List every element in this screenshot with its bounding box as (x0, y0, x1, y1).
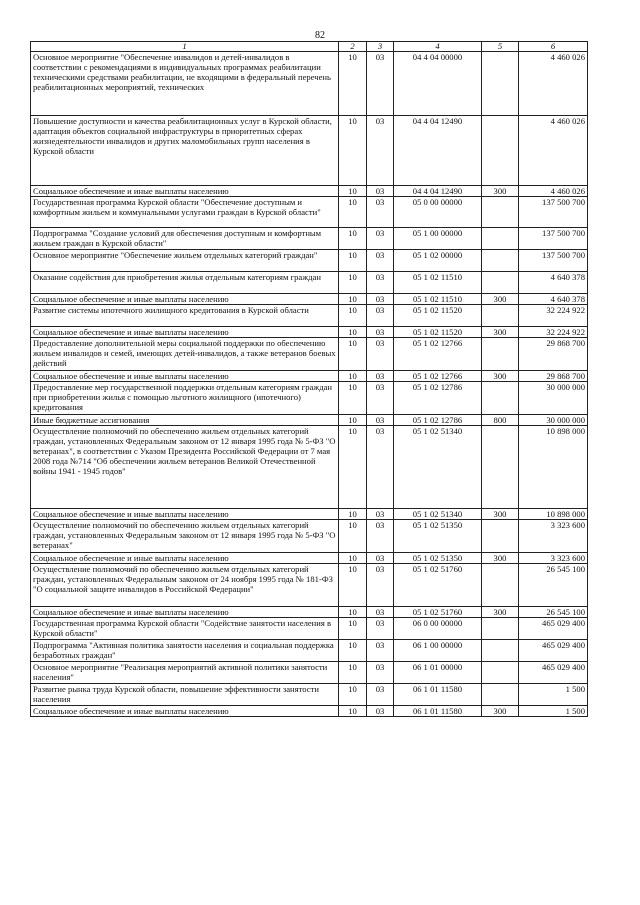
row-amount: 10 898 000 (519, 426, 588, 509)
row-target-code: 04 4 04 00000 (394, 52, 482, 116)
row-name: Осуществление полномочий по обеспечению жильем отдельных категорий граждан, установленных Федеральным законом от 12 января 1995 года № 5-ФЗ "О ветеранах", в соответствии с Указом Президента Российской Федерации от 7 мая 2008 года №714 "Об обеспечении жильем ветеранов Великой Отечественной войны 1941 - 1945 годов" (31, 426, 339, 509)
row-name: Государственная программа Курской области "Обеспечение доступным и комфортным жильем и коммунальными услугами граждан в Курской области" (31, 197, 339, 228)
row-amount: 1 500 (519, 706, 588, 717)
table-row (31, 426, 588, 509)
row-amount: 137 500 700 (519, 250, 588, 272)
header-col-2: 2 (339, 42, 367, 52)
row-expense-type: 300 (482, 186, 519, 197)
row-section: 10 (339, 116, 367, 186)
row-name: Развитие рынка труда Курской области, повышение эффективности занятости населения (31, 684, 339, 706)
budget-table (30, 41, 588, 717)
row-expense-type (482, 272, 519, 294)
header-col-5: 5 (482, 42, 519, 52)
row-target-code: 04 4 04 12490 (394, 186, 482, 197)
row-subsection: 03 (367, 250, 394, 272)
row-subsection: 03 (367, 564, 394, 607)
row-section: 10 (339, 250, 367, 272)
row-section: 10 (339, 52, 367, 116)
row-expense-type (482, 426, 519, 509)
row-name: Социальное обеспечение и иные выплаты населению (31, 371, 339, 382)
table-row (31, 250, 588, 272)
row-name: Предоставление мер государственной поддержки отдельным категориям граждан при приобретении жилья с помощью льготного жилищного (ипотечного) кредитования (31, 382, 339, 415)
row-subsection: 03 (367, 618, 394, 640)
table-row (31, 564, 588, 607)
row-name: Основное мероприятие "Обеспечение инвалидов и детей-инвалидов в соответствии с рекомендациями в индивидуальных программах реабилитации техническими средствами реабилитации, не входящими в федеральный перечень реабилитационных мероприятий, технических (31, 52, 339, 116)
table-row (31, 509, 588, 520)
table-row (31, 520, 588, 553)
row-amount: 4 460 026 (519, 116, 588, 186)
row-subsection: 03 (367, 553, 394, 564)
row-name: Основное мероприятие "Обеспечение жильем отдельных категорий граждан" (31, 250, 339, 272)
row-target-code: 06 1 01 11580 (394, 706, 482, 717)
row-subsection: 03 (367, 607, 394, 618)
row-section: 10 (339, 272, 367, 294)
row-name: Социальное обеспечение и иные выплаты населению (31, 509, 339, 520)
row-amount: 4 460 026 (519, 186, 588, 197)
row-expense-type (482, 52, 519, 116)
row-section: 10 (339, 294, 367, 305)
row-section: 10 (339, 553, 367, 564)
row-expense-type: 300 (482, 294, 519, 305)
row-name: Подпрограмма "Активная политика занятости населения и социальная поддержка безработных граждан" (31, 640, 339, 662)
row-name: Осуществление полномочий по обеспечению жильем отдельных категорий граждан, установленных Федеральным законом от 12 января 1995 года № 5-ФЗ "О ветеранах" (31, 520, 339, 553)
row-section: 10 (339, 197, 367, 228)
row-expense-type (482, 662, 519, 684)
row-name: Социальное обеспечение и иные выплаты населению (31, 186, 339, 197)
row-amount: 137 500 700 (519, 228, 588, 250)
row-expense-type: 300 (482, 327, 519, 338)
row-name: Осуществление полномочий по обеспечению жильем отдельных категорий граждан, установленных Федеральным законом от 24 ноября 1995 года № 181-ФЗ "О социальной защите инвалидов в Российской Федерации" (31, 564, 339, 607)
row-name: Иные бюджетные ассигнования (31, 415, 339, 426)
row-amount: 30 000 000 (519, 415, 588, 426)
row-amount: 29 868 700 (519, 338, 588, 371)
row-expense-type (482, 338, 519, 371)
row-target-code: 05 1 00 00000 (394, 228, 482, 250)
row-expense-type (482, 228, 519, 250)
row-amount: 4 640 378 (519, 272, 588, 294)
row-section: 10 (339, 371, 367, 382)
row-amount: 465 029 400 (519, 618, 588, 640)
row-target-code: 05 1 02 12766 (394, 338, 482, 371)
row-expense-type: 800 (482, 415, 519, 426)
row-subsection: 03 (367, 640, 394, 662)
row-section: 10 (339, 338, 367, 371)
table-row (31, 197, 588, 228)
row-name: Оказание содействия для приобретения жилья отдельным категориям граждан (31, 272, 339, 294)
table-row (31, 52, 588, 116)
row-amount: 4 640 378 (519, 294, 588, 305)
row-name: Основное мероприятие "Реализация мероприятий активной политики занятости населения" (31, 662, 339, 684)
row-subsection: 03 (367, 338, 394, 371)
row-target-code: 05 1 02 12786 (394, 382, 482, 415)
header-col-6: 6 (519, 42, 588, 52)
row-target-code: 05 1 02 51760 (394, 607, 482, 618)
row-expense-type (482, 382, 519, 415)
header-col-4: 4 (394, 42, 482, 52)
row-section: 10 (339, 618, 367, 640)
row-target-code: 06 0 00 00000 (394, 618, 482, 640)
row-target-code: 05 1 02 12766 (394, 371, 482, 382)
row-subsection: 03 (367, 371, 394, 382)
row-expense-type (482, 305, 519, 327)
row-section: 10 (339, 415, 367, 426)
row-section: 10 (339, 382, 367, 415)
row-target-code: 05 1 02 00000 (394, 250, 482, 272)
row-expense-type: 300 (482, 607, 519, 618)
row-subsection: 03 (367, 186, 394, 197)
row-name: Государственная программа Курской области "Содействие занятости населения в Курской области" (31, 618, 339, 640)
row-expense-type (482, 250, 519, 272)
table-row (31, 415, 588, 426)
row-subsection: 03 (367, 228, 394, 250)
row-name: Социальное обеспечение и иные выплаты населению (31, 294, 339, 305)
row-target-code: 05 0 00 00000 (394, 197, 482, 228)
row-expense-type (482, 618, 519, 640)
row-section: 10 (339, 564, 367, 607)
row-subsection: 03 (367, 662, 394, 684)
table-row (31, 228, 588, 250)
row-subsection: 03 (367, 272, 394, 294)
row-target-code: 06 1 01 11580 (394, 684, 482, 706)
row-target-code: 05 1 02 51350 (394, 553, 482, 564)
row-name: Социальное обеспечение и иные выплаты населению (31, 553, 339, 564)
row-target-code: 04 4 04 12490 (394, 116, 482, 186)
table-row (31, 338, 588, 371)
row-name: Повышение доступности и качества реабилитационных услуг в Курской области, адаптация объектов социальной инфраструктуры в приоритетных сферах жизнедеятельности инвалидов и других маломобильных групп населения в Курской области (31, 116, 339, 186)
row-section: 10 (339, 327, 367, 338)
row-amount: 4 460 026 (519, 52, 588, 116)
row-name: Предоставление дополнительной меры социальной поддержки по обеспечению жильем инвалидов и семей, имеющих детей-инвалидов, а также ветеранов боевых действий (31, 338, 339, 371)
row-expense-type (482, 564, 519, 607)
row-subsection: 03 (367, 305, 394, 327)
row-subsection: 03 (367, 415, 394, 426)
row-target-code: 05 1 02 51760 (394, 564, 482, 607)
row-subsection: 03 (367, 426, 394, 509)
row-name: Развитие системы ипотечного жилищного кредитования в Курской области (31, 305, 339, 327)
row-amount: 32 224 922 (519, 327, 588, 338)
header-col-3: 3 (367, 42, 394, 52)
row-expense-type: 300 (482, 509, 519, 520)
row-section: 10 (339, 426, 367, 509)
table-row (31, 553, 588, 564)
row-target-code: 05 1 02 51340 (394, 426, 482, 509)
page-number: 82 (315, 30, 325, 41)
row-name: Социальное обеспечение и иные выплаты населению (31, 607, 339, 618)
row-expense-type (482, 684, 519, 706)
row-subsection: 03 (367, 116, 394, 186)
row-target-code: 05 1 02 11510 (394, 272, 482, 294)
row-subsection: 03 (367, 52, 394, 116)
table-row (31, 618, 588, 640)
row-amount: 465 029 400 (519, 662, 588, 684)
row-section: 10 (339, 640, 367, 662)
row-subsection: 03 (367, 382, 394, 415)
row-name: Социальное обеспечение и иные выплаты населению (31, 327, 339, 338)
table-row (31, 294, 588, 305)
row-target-code: 05 1 02 12786 (394, 415, 482, 426)
row-amount: 3 323 600 (519, 553, 588, 564)
row-section: 10 (339, 706, 367, 717)
row-amount: 137 500 700 (519, 197, 588, 228)
table-row (31, 684, 588, 706)
row-subsection: 03 (367, 684, 394, 706)
row-amount: 3 323 600 (519, 520, 588, 553)
row-amount: 465 029 400 (519, 640, 588, 662)
row-target-code: 05 1 02 11520 (394, 327, 482, 338)
row-target-code: 06 1 00 00000 (394, 640, 482, 662)
row-amount: 29 868 700 (519, 371, 588, 382)
row-section: 10 (339, 607, 367, 618)
row-section: 10 (339, 186, 367, 197)
table-row (31, 305, 588, 327)
row-section: 10 (339, 228, 367, 250)
row-section: 10 (339, 305, 367, 327)
row-target-code: 05 1 02 11510 (394, 294, 482, 305)
row-expense-type (482, 640, 519, 662)
table-row (31, 327, 588, 338)
row-expense-type (482, 520, 519, 553)
row-expense-type (482, 116, 519, 186)
header-row (31, 42, 588, 52)
table-row (31, 662, 588, 684)
table-row (31, 382, 588, 415)
row-name: Социальное обеспечение и иные выплаты населению (31, 706, 339, 717)
table-row (31, 116, 588, 186)
row-section: 10 (339, 662, 367, 684)
row-expense-type: 300 (482, 553, 519, 564)
row-target-code: 05 1 02 51350 (394, 520, 482, 553)
row-subsection: 03 (367, 520, 394, 553)
table-row (31, 272, 588, 294)
row-amount: 30 000 000 (519, 382, 588, 415)
row-amount: 26 545 100 (519, 564, 588, 607)
row-expense-type (482, 197, 519, 228)
row-subsection: 03 (367, 327, 394, 338)
table-row (31, 371, 588, 382)
row-amount: 1 500 (519, 684, 588, 706)
row-subsection: 03 (367, 706, 394, 717)
table-row (31, 186, 588, 197)
row-target-code: 05 1 02 51340 (394, 509, 482, 520)
row-expense-type: 300 (482, 371, 519, 382)
table-row (31, 607, 588, 618)
row-expense-type: 300 (482, 706, 519, 717)
row-section: 10 (339, 684, 367, 706)
row-name: Подпрограмма "Создание условий для обеспечения доступным и комфортным жильем граждан в Курской области" (31, 228, 339, 250)
row-target-code: 05 1 02 11520 (394, 305, 482, 327)
header-col-1: 1 (31, 42, 339, 52)
row-subsection: 03 (367, 294, 394, 305)
row-section: 10 (339, 520, 367, 553)
row-target-code: 06 1 01 00000 (394, 662, 482, 684)
row-subsection: 03 (367, 197, 394, 228)
row-amount: 26 545 100 (519, 607, 588, 618)
table-row (31, 706, 588, 717)
row-amount: 32 224 922 (519, 305, 588, 327)
row-subsection: 03 (367, 509, 394, 520)
table-row (31, 640, 588, 662)
row-amount: 10 898 000 (519, 509, 588, 520)
row-section: 10 (339, 509, 367, 520)
